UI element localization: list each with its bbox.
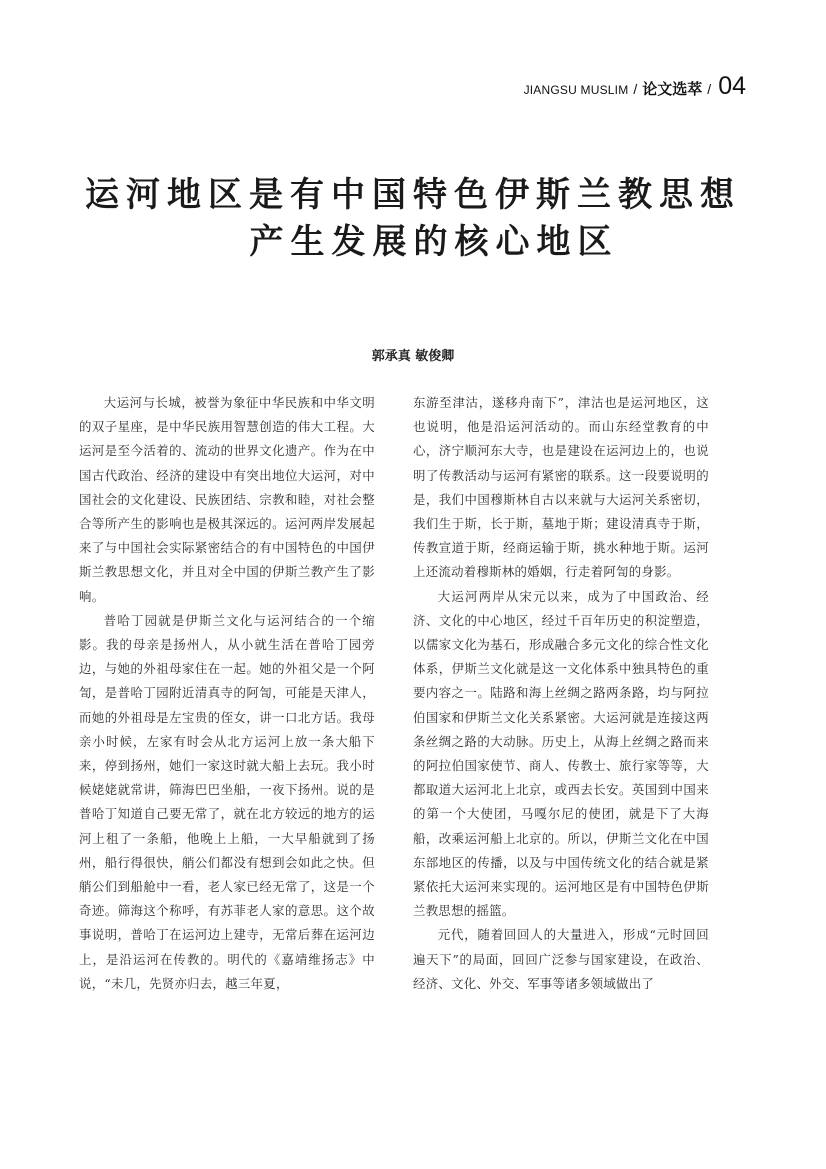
header-separator-2: /	[707, 81, 712, 97]
article-authors: 郭承真 敏俊卿	[371, 349, 455, 364]
section-name: 论文选萃	[642, 81, 703, 98]
article-title	[0, 172, 826, 266]
paragraph: 元代，随着回回人的大量进入，形成“元时回回遍天下”的局面，回回广泛参与国家建设，在政治、经济、文化、外交、军事等诸多领域做出了	[413, 927, 709, 991]
page-number: 04	[718, 72, 746, 100]
left-column	[79, 391, 375, 996]
paragraph: 大运河两岸从宋元以来，成为了中国政治、经济、文化的中心地区，经过千百年历史的积淀塑造，以儒家文化为基石，形成融合多元文化的综合性文化体系，伊斯兰文化就是这一文化体系中独具特色的重要内容之一。陆路和海上丝绸之路两条路，均与阿拉伯国家和伊斯兰文化关系紧密。大运河就是连接这两条丝绸之路的大动脉。历史上，从海上丝绸之路而来的阿拉伯国家使节、商人、传教士、旅行家等等，大都取道大运河北上北京，或西去长安。英国到中国来的第一个大使团，马嘎尔尼的使团，就是下了大海船，改乘运河船上北京的。所以，伊斯兰文化在中国东部地区的传播，以及与中国传统文化的结合就是紧紧依托大运河来实现的。运河地区是有中国特色伊斯兰教思想的摇篮。	[413, 588, 709, 919]
right-column	[413, 391, 709, 996]
journal-name: JIANGSU MUSLIM	[523, 83, 629, 97]
running-header	[524, 72, 746, 101]
paragraph-continued: 东游至津沽，遂移舟南下”，津沽也是运河地区，这也说明，他是沿运河活动的。而山东经堂教育的中心，济宁顺河东大寺，也是建设在运河边上的，也说明了传教活动与运河有紧密的联系。这一段要说明的是，我们中国穆斯林自古以来就与大运河关系密切，我们生于斯，长于斯，墓地于斯；建设清真寺于斯，传教宣道于斯，经商运输于斯，挑水种地于斯。运河上还流动着穆斯林的婚姻，行走着阿訇的身影。	[413, 395, 709, 580]
title-line-1: 运河地区是有中国特色伊斯兰教思想	[85, 175, 741, 215]
paragraph: 大运河与长城，被誉为象征中华民族和中华文明的双子星座，是中华民族用智慧创造的伟大工程。大运河是至今活着的、流动的世界文化遗产。作为在中国古代政治、经济的建设中有突出地位大运河，对中国社会的文化建设、民族团结、宗教和睦，对社会整合等所产生的影响也是极其深远的。运河两岸发展起来了与中国社会实际紧密结合的有中国特色的中国伊斯兰教思想文化，并且对全中国的伊斯兰教产生了影响。	[79, 395, 375, 604]
paragraph: 普哈丁园就是伊斯兰文化与运河结合的一个缩影。我的母亲是扬州人，从小就生活在普哈丁园旁边，与她的外祖母家住在一起。她的外祖父是一个阿訇，是普哈丁园附近清真寺的阿訇，可能是天津人，而她的外祖母是左宝贵的侄女，讲一口北方话。我母亲小时候，左家有时会从北方运河上放一条大船下来，停到扬州，她们一家这时就大船上去玩。我小时候姥姥就常讲，筛海巴巴坐船，一夜下扬州。说的是普哈丁知道自己要无常了，就在北方较远的地方的运河上租了一条船，他晚上上船，一大早船就到了扬州，船行得很快，艄公们都没有想到会如此之快。但艄公们到船舱中一看，老人家已经无常了，这是一个奇迹。筛海这个称呼，有苏菲老人家的意思。这个故事说明，普哈丁在运河边上建寺，无常后葬在运河边上，是沿运河在传教的。明代的《嘉靖维扬志》中说，“未几，先贤亦归去，越三年夏，	[79, 612, 375, 991]
title-line-2: 产生发展的核心地区	[249, 222, 619, 262]
header-separator-1: /	[633, 81, 638, 97]
